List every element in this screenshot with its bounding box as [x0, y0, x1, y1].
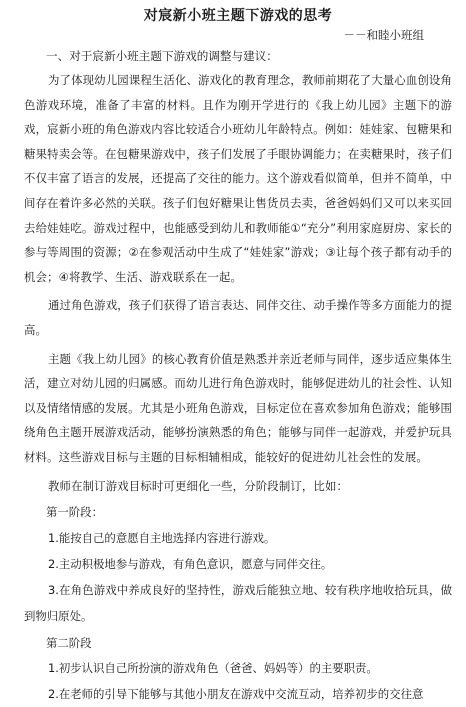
paragraph-4: 教师在制订游戏目标时可更细化一些，分阶段制订，比如： — [48, 478, 349, 493]
section-heading: 一、对于宸新小班主题下游戏的调整与建议： — [46, 49, 278, 63]
stage-1-item: 3.在角色游戏中养成良好的坚持性，游戏后能独立地、较有秩序地收拾玩具，做到物归原处。 — [24, 582, 452, 623]
stage-2-item: 2.在老师的引导下能够与其他小朋友在游戏中交流互动，培养初步的交往意 — [48, 687, 424, 702]
stage-2-label: 第二阶段 — [46, 635, 92, 650]
paragraph-3: 主题《我上幼儿园》的核心教育价值是熟悉并亲近老师与同伴，逐步适应集体生活，建立对幼儿园的归属感。而幼儿进行角色游戏时，能够促进幼儿的社会性、认知以及情绪情感的发展。尤其是小班角色游戏，目标定位在喜欢参加角色游戏；能够围绕角色主题开展游戏活动，能够扮演熟悉的角色；能够与同伴一起游戏，并爱护玩具材料。这些游戏目标与主题的目标相辅相成，能较好的促进幼儿社会性的发展。 — [24, 351, 452, 464]
paragraph-1: 为了体现幼儿园课程生活化、游戏化的教育理念，教师前期花了大量心血创设角色游戏环境，准备了丰富的材料。且作为刚开学进行的《我上幼儿园》主题下的游戏，宸新小班的角色游戏内容比较适合小班幼儿年龄特点。例如：娃娃家、包糖果和糖果特卖会等。在包糖果游戏中，孩子们发展了手眼协调能力；在卖糖果时，孩子们不仅丰富了语言的发展，还提高了交往的能力。这个游戏看似简单，但并不简单，中间存在着许多必然的关联。孩子们包好糖果让售货员去卖，爸爸妈妈们又可以来买回去给娃娃吃。游戏过程中，也能感受到幼儿和教师能①“充分”利用家庭厨房、家长的参与等周围的资源；②在参观活动中生成了“娃娃家”游戏；③让每个孩子都有动手的机会；④将教学、生活、游戏联系在一起。 — [24, 73, 452, 284]
stage-1-item: 2.主动积极地参与游戏，有角色意识，愿意与同伴交往。 — [48, 556, 333, 571]
stage-1-label: 第一阶段： — [46, 505, 103, 520]
stage-2-item: 1.初步认识自己所扮演的游戏角色（爸爸、妈妈等）的主要职责。 — [48, 661, 378, 676]
document-title: 对宸新小班主题下游戏的思考 — [143, 8, 333, 24]
paragraph-2: 通过角色游戏，孩子们获得了语言表达、同伴交往、动手操作等多方面能力的提高。 — [24, 298, 452, 337]
stage-1-item: 1.能按自己的意愿自主地选择内容进行游戏。 — [48, 530, 276, 545]
author-byline: －－和睦小班组 — [343, 28, 424, 42]
